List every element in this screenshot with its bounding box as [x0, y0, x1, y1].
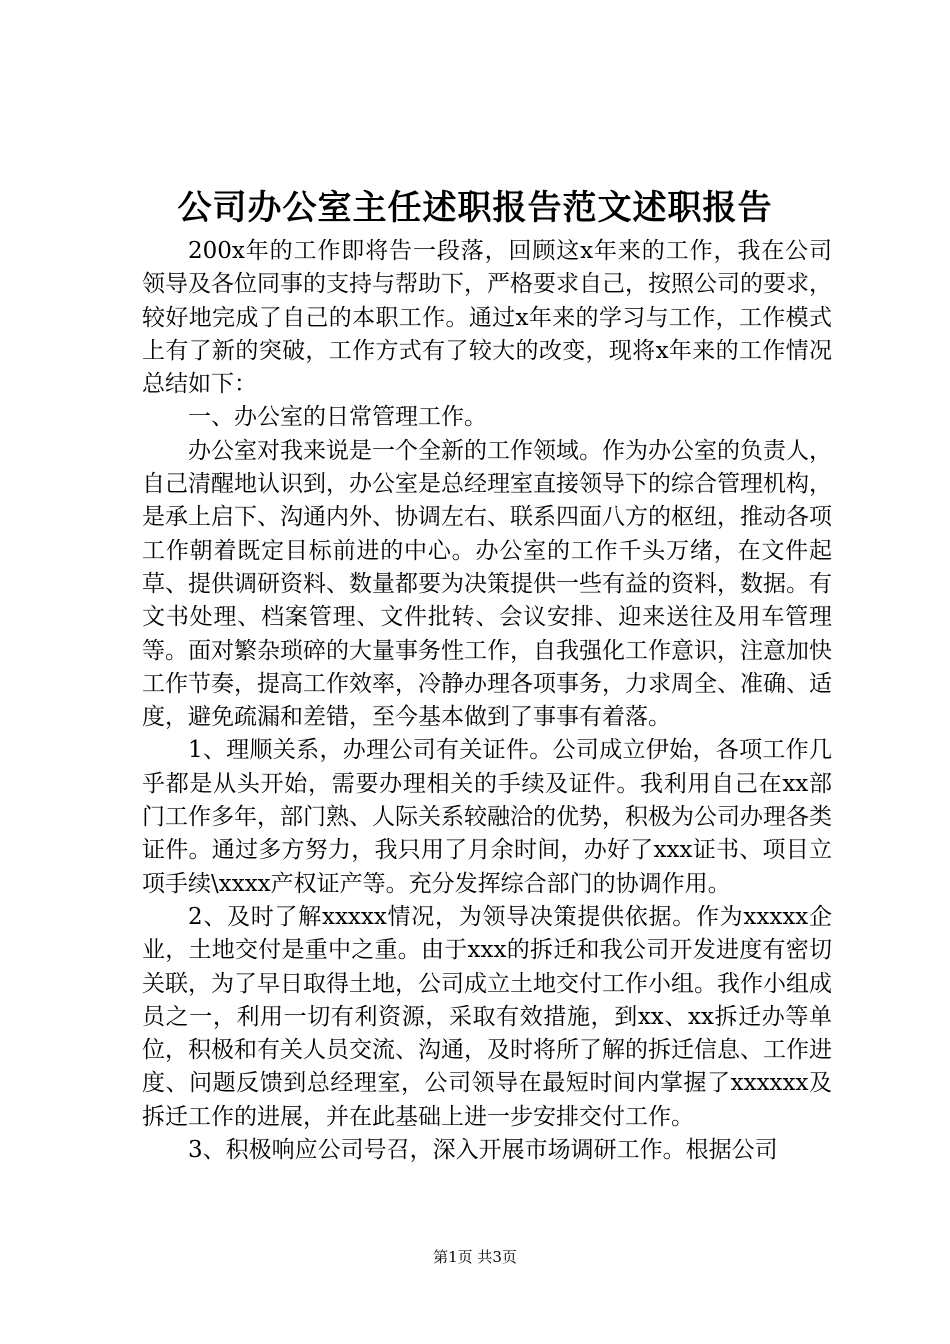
paragraph-section-heading: 一、办公室的日常管理工作。: [188, 404, 487, 431]
document-body: [142, 235, 832, 1167]
paragraph-item-2: 2、及时了解xxxxx情况，为领导决策提供依据。作为xxxxx企业，土地交付是重中之重。由于xxx的拆迁和我公司开发进度有密切关联，为了早日取得土地，公司成立土地交付工作小组。我作小组成员之一，利用一切有利资源，采取有效措施，到xx、xx拆迁办等单位，积极和有关人员交流、沟通，及时将所了解的拆迁信息、工作进度、问题反馈到总经理室，公司领导在最短时间内掌握了xxxxxx及拆迁工作的进展，并在此基础上进一步安排交付工作。: [142, 903, 832, 1130]
document-title: 公司办公室主任述职报告范文述职报告: [177, 188, 773, 228]
paragraph-office-overview: 办公室对我来说是一个全新的工作领域。作为办公室的负责人，自己清醒地认识到，办公室是总经理室直接领导下的综合管理机构，是承上启下、沟通内外、协调左右、联系四面八方的枢纽，推动各项工作朝着既定目标前进的中心。办公室的工作千头万绪，在文件起草、提供调研资料、数量都要为决策提供一些有益的资料，数据。有文书处理、档案管理、文件批转、会议安排、迎来送往及用车管理等。面对繁杂琐碎的大量事务性工作，自我强化工作意识，注意加快工作节奏，提高工作效率，冷静办理各项事务，力求周全、准确、适度，避免疏漏和差错，至今基本做到了事事有着落。: [142, 437, 832, 731]
paragraph-intro: 200x年的工作即将告一段落，回顾这x年来的工作，我在公司领导及各位同事的支持与帮助下，严格要求自己，按照公司的要求，较好地完成了自己的本职工作。通过x年来的学习与工作，工作模式上有了新的突破，工作方式有了较大的改变，现将x年来的工作情况总结如下：: [142, 238, 832, 398]
paragraph-item-1: 1、理顺关系，办理公司有关证件。公司成立伊始，各项工作几乎都是从头开始，需要办理相关的手续及证件。我利用自己在xx部门工作多年，部门熟、人际关系较融洽的优势，积极为公司办理各类证件。通过多方努力，我只用了月余时间，办好了xxx证书、项目立项手续\xxxx产权证产等。充分发挥综合部门的协调作用。: [142, 737, 832, 897]
paragraph-item-3: 3、积极响应公司号召，深入开展市场调研工作。根据公司: [188, 1137, 778, 1164]
page-number-footer: 第1页 共3页: [433, 1248, 517, 1266]
